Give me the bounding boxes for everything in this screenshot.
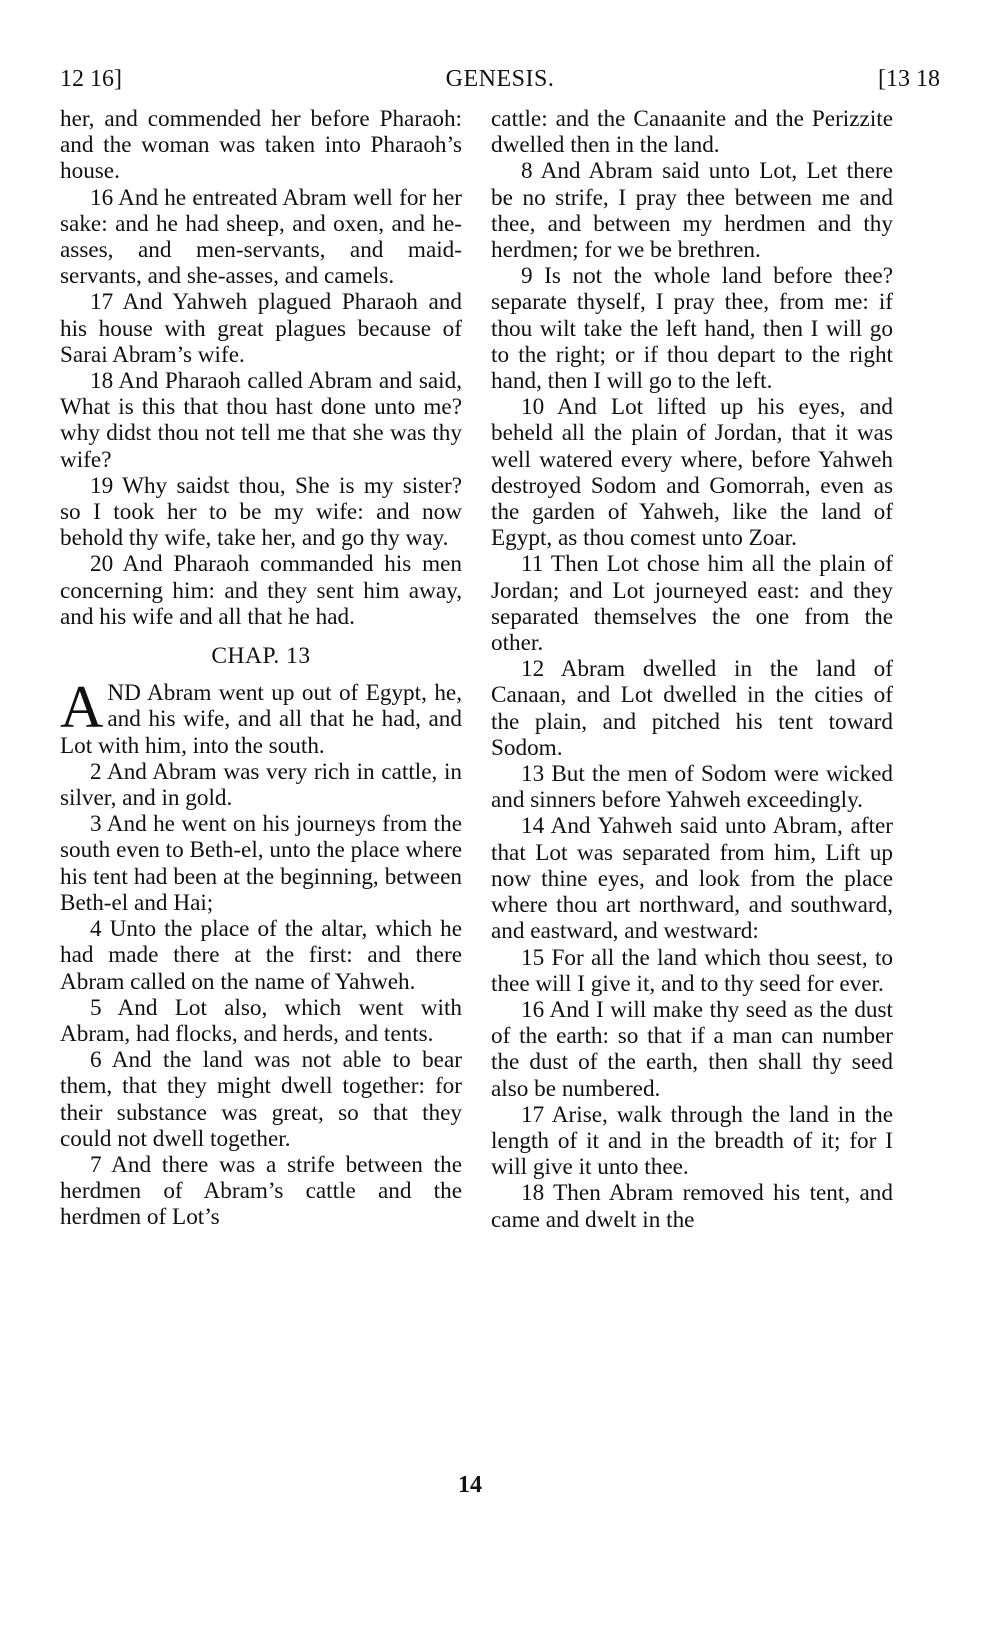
left-text-column xyxy=(60,106,462,1231)
verse-13-12: 12 Abram dwelled in the land of Canaan, and Lot dwelled in the cities of the plain, and pitched his tent toward Sodom. xyxy=(491,656,893,761)
verse-13-1 xyxy=(60,674,462,759)
chapter-heading: CHAP. 13 xyxy=(211,643,311,670)
verse-12-18: 18 And Pharaoh called Abram and said, What is this that thou hast done unto me? why didst thou not tell me that she was thy wife? xyxy=(60,368,462,473)
verse-13-1-text: ND Abram went up out of Egypt, he, and his wife, and all that he had, and Lot with him, into the south. xyxy=(60,680,462,759)
verse-13-13: 13 But the men of Sodom were wicked and sinners before Yahweh exceedingly. xyxy=(491,761,893,814)
verse-13-11: 11 Then Lot chose him all the plain of Jordan; and Lot journeyed east: and they separated themselves the one from the other. xyxy=(491,551,893,657)
verse-13-14: 14 And Yahweh said unto Abram, after that Lot was separated from him, Lift up now thine eyes, and look from the place where thou art northward, and southward, and eastward, and westward: xyxy=(491,813,893,945)
verse-13-7: 7 And there was a strife between the herdmen of Abram’s cattle and the herdmen of Lot’s xyxy=(60,1151,462,1231)
verse-13-9: 9 Is not the whole land before thee? separate thyself, I pray thee, from me: if thou wilt take the left hand, then I will go to the right; or if thou depart to the right hand, then I will go to the left. xyxy=(491,263,893,395)
header-book-title: GENESIS. xyxy=(445,66,555,92)
drop-cap-letter: A xyxy=(60,674,104,741)
verse-12-19: 19 Why saidst thou, She is my sister? so I took her to be my wife: and now behold thy wife, take her, and go thy way. xyxy=(60,472,462,552)
verse-continuation: cattle: and the Canaanite and the Perizzite dwelled then in the land. xyxy=(491,106,893,159)
verse-12-17: 17 And Yahweh plagued Pharaoh and his house with great plagues because of Sarai Abram’s wife. xyxy=(60,289,462,368)
verse-12-16: 16 And he entreated Abram well for her sake: and he had sheep, and oxen, and he-asses, and men-servants, and maid-servants, and she-asses, and camels. xyxy=(60,184,462,290)
verse-13-5: 5 And Lot also, which went with Abram, had flocks, and herds, and tents. xyxy=(60,994,462,1047)
verse-13-15: 15 For all the land which thou seest, to thee will I give it, and to thy seed for ever. xyxy=(491,944,893,997)
running-header xyxy=(60,62,940,96)
verse-13-18: 18 Then Abram removed his tent, and came and dwelt in the xyxy=(491,1180,893,1233)
verse-13-10: 10 And Lot lifted up his eyes, and beheld all the plain of Jordan, that it was well watered every where, before Yahweh destroyed Sodom and Gomorrah, even as the garden of Yahweh, like the land of Egypt, as thou comest unto Zoar. xyxy=(491,394,893,552)
verse-continuation: her, and commended her before Pharaoh: and the woman was taken into Pharaoh’s house. xyxy=(60,106,462,185)
right-text-column xyxy=(491,106,893,1233)
verse-13-16: 16 And I will make thy seed as the dust of the earth: so that if a man can number the dust of the earth, then shall thy seed also be numbered. xyxy=(491,996,893,1102)
verse-13-3: 3 And he went on his journeys from the south even to Beth-el, unto the place where his tent had been at the beginning, between Beth-el and Hai; xyxy=(60,811,462,916)
verse-13-2: 2 And Abram was very rich in cattle, in silver, and in gold. xyxy=(60,758,462,812)
header-verse-range-start: 12 16] xyxy=(60,66,122,92)
verse-13-6: 6 And the land was not able to bear them, that they might dwell together: for their substance was great, so that they could not dwell together. xyxy=(60,1047,462,1152)
verse-13-17: 17 Arise, walk through the land in the length of it and in the breadth of it; for I will give it unto thee. xyxy=(491,1101,893,1181)
verse-13-4: 4 Unto the place of the altar, which he had made there at the first: and there Abram called on the name of Yahweh. xyxy=(60,916,462,995)
header-verse-range-end: [13 18 xyxy=(878,66,940,92)
verse-13-8: 8 And Abram said unto Lot, Let there be no strife, I pray thee between me and thee, and between my herdmen and thy herdmen; for we be brethren. xyxy=(491,158,893,264)
page-number: 14 xyxy=(458,1472,482,1498)
verse-12-20: 20 And Pharaoh commanded his men concerning him: and they sent him away, and his wife and all that he had. xyxy=(60,551,462,630)
